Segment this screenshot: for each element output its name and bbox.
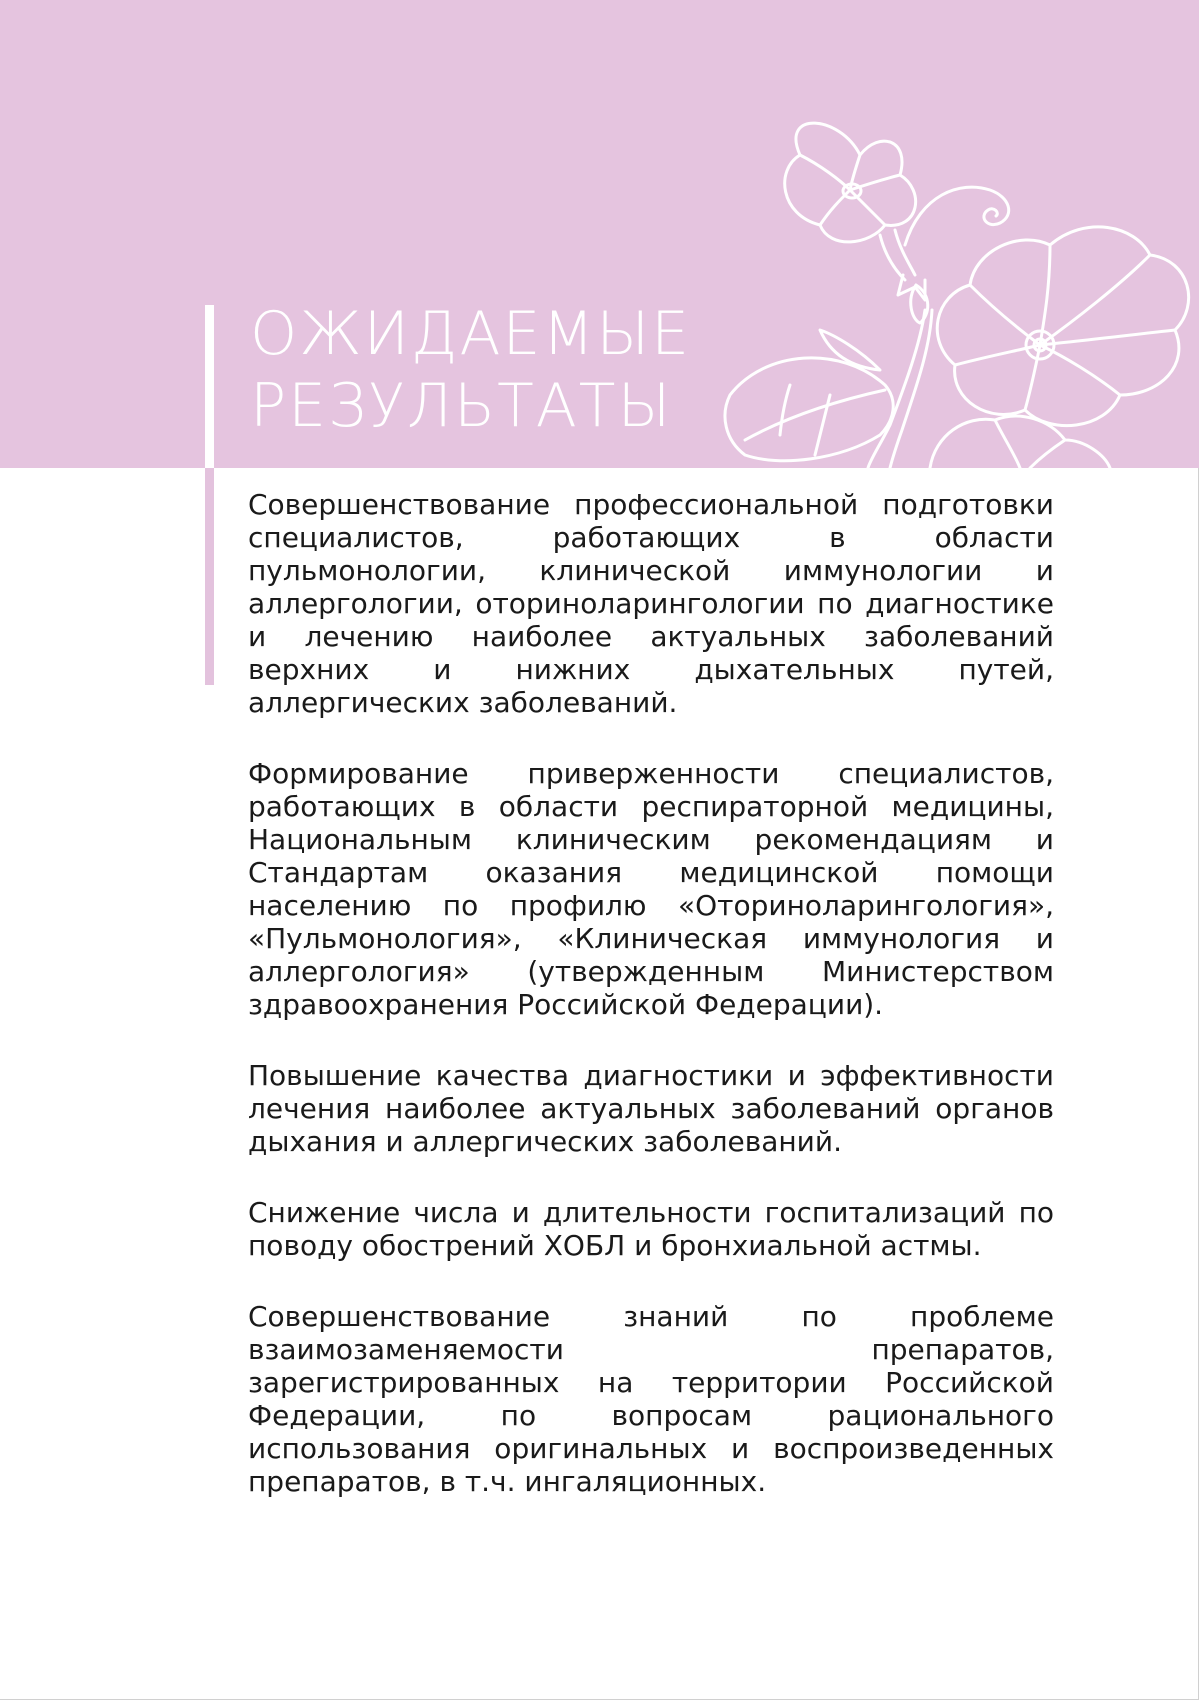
result-paragraph: Повышение качества диагностики и эффективности лечения наиболее актуальных заболеваний органов дыхания и аллергических заболеваний. (248, 1059, 1054, 1158)
results-list (248, 488, 1054, 1536)
result-paragraph: Совершенствование профессиональной подготовки специалистов, работающих в области пульмонологии, клинической иммунологии и аллергологии, оториноларингологии по диагностике и лечению наиболее актуальных заболеваний верхних и нижних дыхательных путей, аллергических заболеваний. (248, 488, 1054, 719)
title-accent-bar (205, 305, 214, 685)
page-title-line-1: ОЖИДАЕМЫЕ (250, 299, 692, 369)
accent-bar-upper (205, 305, 214, 468)
accent-bar-lower (205, 468, 214, 685)
tendril (905, 187, 1009, 245)
top-flower (785, 123, 928, 323)
morning-glory-flowers-illustration (720, 95, 1200, 468)
stem (868, 310, 932, 468)
result-paragraph: Совершенствование знаний по проблеме взаимозаменяемости препаратов, зарегистрированных на территории Российской Федерации, по вопросам рационального использования оригинальных и воспроизведенных препаратов, в т.ч. ингаляционных. (248, 1300, 1054, 1498)
result-paragraph: Формирование приверженности специалистов, работающих в области респираторной медицины, Национальным клиническим рекомендациям и Стандартам оказания медицинской помощи населению по профилю «Оториноларингология», «Пульмонология», «Клиническая иммунология и аллергология» (утвержденным Министерством здравоохранения Российской Федерации). (248, 757, 1054, 1021)
page-title-line-2: РЕЗУЛЬТАТЫ (250, 371, 673, 441)
right-flower (937, 227, 1188, 426)
leaf-left (725, 358, 893, 461)
page-title (250, 298, 691, 442)
result-paragraph: Снижение числа и длительности госпитализаций по поводу обострений ХОБЛ и бронхиальной астмы. (248, 1196, 1054, 1262)
